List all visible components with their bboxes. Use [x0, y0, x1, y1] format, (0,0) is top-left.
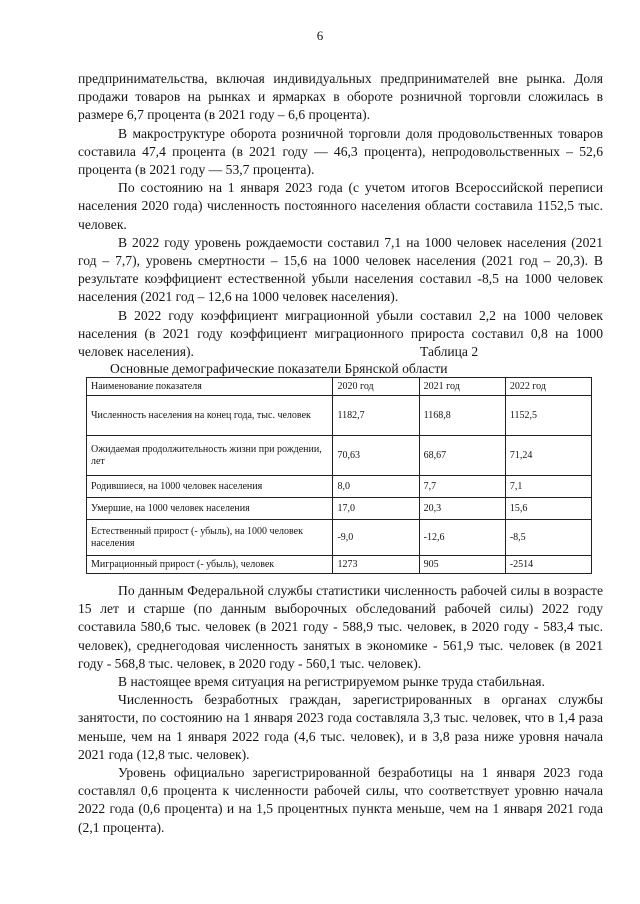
table-row [87, 498, 592, 520]
table-cell: 68,67 [419, 436, 505, 476]
table-cell: -9,0 [333, 520, 419, 556]
paragraph: предпринимательства, включая индивидуальных предпринимателей вне рынка. Доля продажи товаров на рынках и ярмарках в обороте розничной торговли сложилась в размере 6,7 процента (в 2021 году – 6,6 процента). [78, 71, 603, 123]
body-text-top [78, 70, 603, 361]
table-cell: -2514 [505, 556, 591, 574]
table-row [87, 476, 592, 498]
paragraph: Численность безработных граждан, зарегистрированных в органах службы занятости, по состоянию на 1 января 2023 года составляла 3,3 тыс. человек, что в 1,4 раза меньше, чем на 1 января 2022 года (4,6 тыс. человек), и в 3,8 раза ниже уровня начала 2021 года (12,8 тыс. человек). [78, 692, 603, 762]
paragraph: В макроструктуре оборота розничной торговли доля продовольственных товаров составила 47,4 процента (в 2021 году — 46,3 процента), непродовольственных – 52,6 процента (в 2021 году — 53,7 процента). [78, 125, 603, 178]
table-header-cell: Наименование показателя [87, 378, 333, 396]
table-row-label: Умершие, на 1000 человек населения [87, 498, 333, 520]
table-header-row [87, 378, 592, 396]
table-row-label: Миграционный прирост (- убыль), человек [87, 556, 333, 574]
table-row [87, 396, 592, 436]
paragraph: В 2022 году коэффициент миграционной убыли составил 2,2 на 1000 человек населения (в 2021 году коэффициент миграционного прироста составил 0,8 на 1000 человек населения). [78, 307, 603, 360]
paragraph: Уровень официально зарегистрированной безработицы на 1 января 2023 года составлял 0,6 процента к численности рабочей силы, что соответствует уровню начала 2022 года (0,6 процента) и на 1,5 процентных пункта меньше, чем на 1 января 2021 года (2,1 процента). [78, 765, 603, 835]
table-cell: 17,0 [333, 498, 419, 520]
table-cell: 905 [419, 556, 505, 574]
body-text-bottom [78, 582, 603, 837]
table-cell: 70,63 [333, 436, 419, 476]
table-cell: 1182,7 [333, 396, 419, 436]
table-header-cell: 2021 год [419, 378, 505, 396]
page-number: 6 [316, 28, 324, 43]
table-cell: -12,6 [419, 520, 505, 556]
table-cell: 1273 [333, 556, 419, 574]
paragraph: В 2022 году уровень рождаемости составил 7,1 на 1000 человек населения (2021 год – 7,7), уровень смертности – 15,6 на 1000 человек населения (2021 год – 20,3). В результате коэффициент естественной убыли населения составил -8,5 на 1000 человек населения (2021 год – 12,6 на 1000 человек населения). [78, 234, 603, 305]
table-row-label: Численность населения на конец года, тыс. человек [87, 396, 333, 436]
table-number-label: Таблица 2 [420, 344, 479, 359]
paragraph: По состоянию на 1 января 2023 года (с учетом итогов Всероссийской переписи населения 2020 года) численность постоянного населения области составила 1152,5 тыс. человек. [78, 180, 603, 232]
paragraph: В настоящее время ситуация на регистрируемом рынке труда стабильная. [118, 674, 545, 690]
table-cell: 71,24 [505, 436, 591, 476]
table-cell: 8,0 [333, 476, 419, 498]
table-row [87, 436, 592, 476]
table-header-cell: 2020 год [333, 378, 419, 396]
table-cell: -8,5 [505, 520, 591, 556]
table-cell: 1168,8 [419, 396, 505, 436]
table-row [87, 556, 592, 574]
table-cell: 7,1 [505, 476, 591, 498]
table-header-cell: 2022 год [505, 378, 591, 396]
table-row [87, 520, 592, 556]
table-cell: 7,7 [419, 476, 505, 498]
table-cell: 1152,5 [505, 396, 591, 436]
table-row-label: Естественный прирост (- убыль), на 1000 человек населения [87, 520, 333, 556]
table-row-label: Ожидаемая продолжительность жизни при рождении, лет [87, 436, 333, 476]
demographics-table [86, 377, 592, 574]
table-cell: 20,3 [419, 498, 505, 520]
table-cell: 15,6 [505, 498, 591, 520]
table-title: Основные демографические показатели Брянской области [110, 361, 448, 376]
table-row-label: Родившиеся, на 1000 человек населения [87, 476, 333, 498]
paragraph: По данным Федеральной службы статистики численность рабочей силы в возрасте 15 лет и старше (по данным выборочных обследований рабочей силы) 2022 году составила 580,6 тыс. человек (в 2021 году - 588,9 тыс. человек, в 2020 году - 583,4 тыс. человек), среднегодовая численность занятых в экономике - 561,9 тыс. человек (в 2021 году - 568,8 тыс. человек, в 2020 году - 560,1 тыс. человек). [78, 583, 603, 671]
